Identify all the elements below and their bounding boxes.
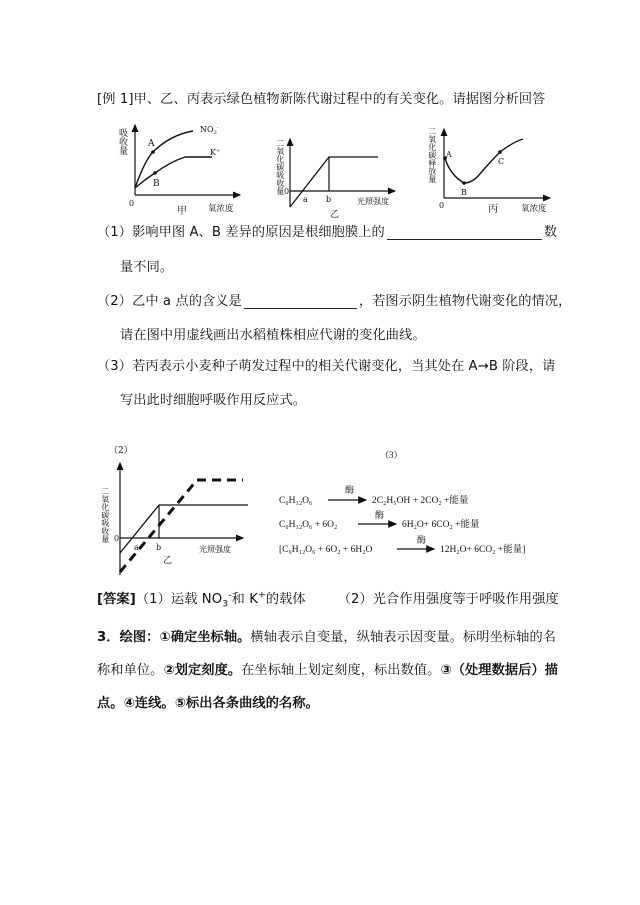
graph2-xlabel: 光照强度 <box>199 545 231 554</box>
jia-caption: 甲 <box>177 206 187 215</box>
point-c-marker <box>498 150 502 154</box>
answer-line <box>97 588 559 610</box>
answer-figure-2 <box>95 435 275 585</box>
no3-label: $NO_3^-$ <box>200 125 219 136</box>
eq2-left: C₆H₁₂O₆ + 6O₂ <box>279 520 338 530</box>
jia-ylabel: 吸收量 <box>117 128 127 155</box>
eq1-enzyme: 酶 <box>345 485 355 495</box>
answer-figure-2-number: （2） <box>109 446 133 456</box>
bing-point-c: C <box>498 157 505 166</box>
bing-point-a: A <box>446 150 452 159</box>
drawing-step-1-body: 横轴表示自变量，纵轴表示因变量。标明坐标轴的名 <box>250 630 557 645</box>
answer-part-1: （1）运载 $NO_3^-$和 K+的载体 <box>135 589 306 610</box>
question-3-line-2: 写出此时细胞呼吸作用反应式。 <box>120 393 307 408</box>
drawing-line-3: 点。④连线。⑤标出各条曲线的名称。 <box>97 696 319 711</box>
figure-bing <box>415 115 565 220</box>
question-2-line-2: 请在图中用虚线画出水稻植株相应代谢的变化曲线。 <box>120 328 426 343</box>
bing-xlabel: 氧浓度 <box>521 204 547 214</box>
jia-xlabel: 氧浓度 <box>208 204 234 214</box>
answer-equations <box>270 440 550 570</box>
example-title: [例 1]甲、乙、丙表示绿色植物新陈代谢过程中的有关变化。请据图分析回答 <box>97 92 546 107</box>
bing-point-b: B <box>461 188 467 197</box>
question-1-line-1 <box>97 221 557 240</box>
equations-number: （3） <box>380 450 403 460</box>
answer-label: [答案] <box>97 592 136 607</box>
eq3-right: 12H₂O+ 6CO₂ +能量] <box>440 545 526 555</box>
eq2-right: 6H₂O+ 6CO₂ +能量 <box>402 520 480 530</box>
question-1-blank[interactable] <box>387 239 542 240</box>
drawing-step-3-head: ③（处理数据后）描 <box>440 663 559 678</box>
yi-ylabel: 二氧化碳吸收量 <box>275 139 285 195</box>
co2-release-curve <box>445 139 523 183</box>
point-a-marker <box>151 150 155 154</box>
point-b-marker <box>153 171 157 175</box>
yi-tick-b: b <box>326 195 332 204</box>
yi-origin: 0 <box>284 187 290 196</box>
graph2-caption: 乙 <box>163 556 173 566</box>
k-label: K+ <box>210 148 221 157</box>
graph2-origin: 0 <box>114 534 120 543</box>
drawing-line-1 <box>97 626 556 645</box>
drawing-step-2-body: 在坐标轴上划定刻度，标出数值。 <box>241 663 441 678</box>
question-2-blank[interactable] <box>244 308 357 309</box>
jia-origin: 0 <box>129 199 135 208</box>
graph2-ylabel: 二氧化碳吸收量 <box>100 487 110 543</box>
eq1-left: C₆H₁₂O₆ <box>279 496 313 506</box>
jia-point-a: A <box>148 139 155 149</box>
drawing-step-2-head: ②划定刻度。 <box>163 663 242 678</box>
graph2-tick-a: a <box>134 543 139 552</box>
eq3-left: [C₆H₁₂O₆ + 6O₂ + 6H₂O <box>279 545 373 555</box>
question-3-line-1: （3）若丙表示小麦种子萌发过程中的相关代谢变化，当其处在 A→B 阶段，请 <box>97 359 556 374</box>
eq3-enzyme: 酶 <box>417 535 427 545</box>
drawing-line-2 <box>97 659 558 678</box>
yi-xlabel: 光照强度 <box>357 197 389 206</box>
eq2-enzyme: 酶 <box>375 510 385 520</box>
bing-caption: 丙 <box>488 204 498 215</box>
question-1-text-end: 数 <box>543 225 558 240</box>
question-2-text: （2）乙中 a 点的含义是 <box>97 294 242 309</box>
graph2-tick-b: b <box>156 543 162 552</box>
jia-point-b: B <box>153 179 160 189</box>
no3-curve <box>135 131 193 188</box>
point-b-marker <box>462 181 466 185</box>
yi-caption: 乙 <box>330 210 340 220</box>
question-1-line-2: 量不同。 <box>120 260 174 275</box>
drawing-line-2-start: 称和单位。 <box>97 663 164 678</box>
bing-origin: 0 <box>439 201 445 210</box>
question-2-text-end: ，若图示阴生植物代谢变化的情况， <box>358 294 572 309</box>
drawing-step-1-head: 3．绘图：①确定坐标轴。 <box>97 630 251 645</box>
question-1-text: （1）影响甲图 A、B 差异的原因是根细胞膜上的 <box>97 225 385 240</box>
bing-ylabel: 二氧化碳释放量 <box>427 127 437 183</box>
answer-part-2: （2）光合作用强度等于呼吸作用强度 <box>337 592 559 607</box>
yi-tick-a: a <box>303 195 308 204</box>
eq1-right: 2C₂H₅OH + 2CO₂ +能量 <box>372 496 469 506</box>
rice-plant-dashed-curve <box>120 480 243 572</box>
question-2-line-1 <box>97 290 571 309</box>
